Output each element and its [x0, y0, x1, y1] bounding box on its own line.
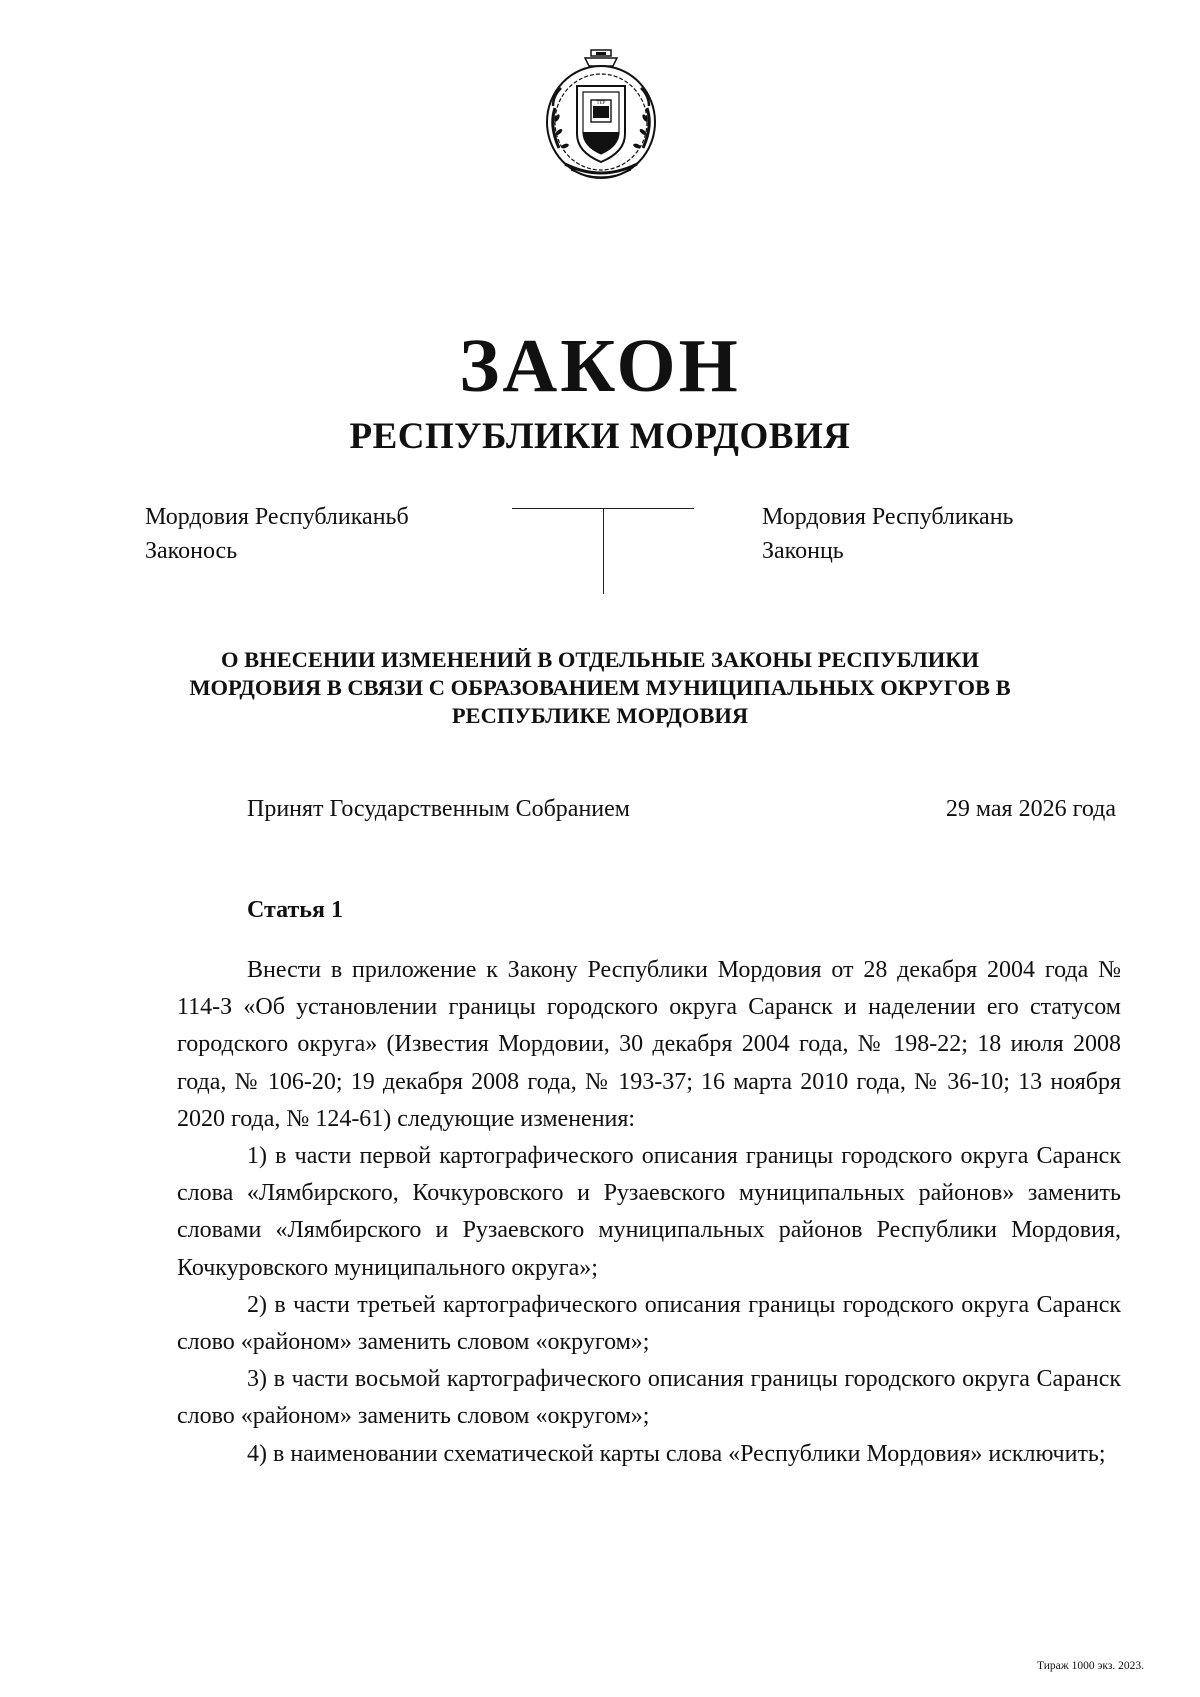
article-paragraph: 4) в наименовании схематической карты слова «Республики Мордовия» исключить; — [247, 1440, 1106, 1467]
article-heading: Статья 1 — [247, 897, 343, 923]
article-paragraph: 3) в части восьмой картографического описания границы городского округа Саранск слово «районом» заменить словом «округом»; — [177, 1366, 1121, 1430]
bilingual-right-line2: Законць — [762, 538, 844, 564]
adoption-text: Принят Государственным Собранием — [247, 796, 630, 822]
law-title-line1: О ВНЕСЕНИИ ИЗМЕНЕНИЙ В ОТДЕЛЬНЫЕ ЗАКОНЫ РЕСПУБЛИКИ — [220, 647, 980, 672]
law-title — [120, 646, 1080, 730]
divider-vertical — [603, 508, 604, 594]
article-paragraph: 1) в части первой картографического описания границы городского округа Саранск слова «Лямбирского, Кочкуровского и Рузаевского муниципальных районов» заменить словами «Лямбирского и Рузаевского муниципальных районов Республики Мордовия, Кочкуровского муниципального округа»; — [177, 1143, 1121, 1281]
article-paragraph: 2) в части третьей картографического описания границы городского округа Саранск слово «районом» заменить словом «округом»; — [177, 1291, 1121, 1356]
bilingual-title-right — [762, 500, 1013, 568]
bilingual-title-left — [145, 500, 409, 568]
article-body — [177, 952, 1121, 1473]
print-run-note: Тираж 1000 экз. 2023. — [1037, 1660, 1144, 1672]
bilingual-left-line2: Законось — [145, 538, 238, 564]
svg-text:ТЕР: ТЕР — [596, 101, 606, 106]
document-title: ЗАКОН — [459, 324, 741, 408]
adoption-date: 29 мая 2026 года — [945, 796, 1116, 822]
law-title-line3: РЕСПУБЛИКЕ МОРДОВИЯ — [451, 703, 749, 728]
bilingual-right-line1: Мордовия Республикань — [762, 504, 1014, 530]
law-title-line2: МОРДОВИЯ В СВЯЗИ С ОБРАЗОВАНИЕМ МУНИЦИПАЛЬНЫХ ОКРУГОВ В — [189, 675, 1011, 700]
coat-of-arms-icon — [541, 48, 661, 186]
bilingual-left-line1: Мордовия Республиканьб — [145, 504, 409, 530]
document-subtitle: РЕСПУБЛИКИ МОРДОВИЯ — [349, 416, 851, 457]
article-paragraph: Внести в приложение к Закону Республики Мордовия от 28 декабря 2004 года № 114-З «Об установлении границы городского округа Саранск и наделении его статусом городского округа» (Известия Мордовии, 30 декабря 2004 года, № 198-22; 18 июля 2008 года, № 106-20; 19 декабря 2008 года, № 193-37; 16 марта 2010 года, № 36-10; 13 ноября 2020 года, № 124-61) следующие изменения: — [177, 957, 1121, 1132]
